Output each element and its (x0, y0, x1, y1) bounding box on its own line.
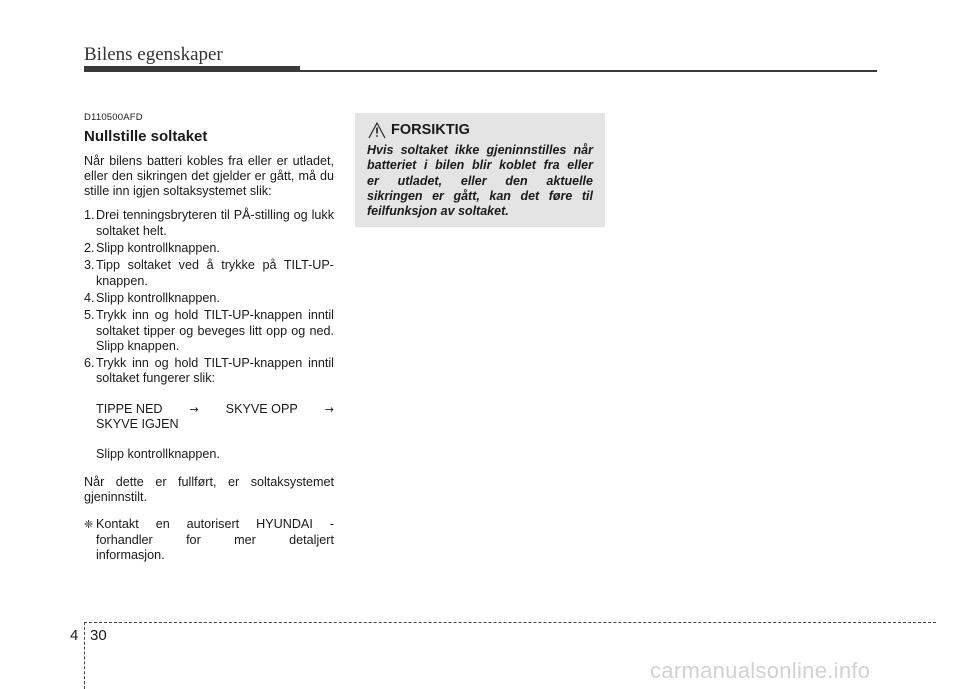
dealer-note (84, 517, 334, 563)
step-text: Trykk inn og hold TILT-UP-knappen inntil soltaket tipper og beveges litt opp og ned. Slipp knappen. (96, 308, 334, 353)
list-item (84, 308, 334, 354)
caution-title: FORSIKTIG (391, 122, 470, 138)
warning-icon (367, 121, 387, 139)
arrow-right-icon: → (189, 402, 199, 416)
header-bar (84, 66, 300, 72)
list-item (84, 356, 334, 387)
note-word: forhandler (96, 532, 153, 547)
step-number: 6. (84, 356, 95, 371)
note-word: mer (234, 532, 256, 547)
step-number: 2. (84, 241, 95, 256)
footer-divider (84, 622, 85, 689)
section-code: D110500AFD (84, 112, 143, 123)
note-word: detaljert (289, 532, 334, 547)
left-column (84, 110, 334, 563)
sequence-step-tilt-down: TIPPE NED (96, 401, 163, 416)
note-word: - (329, 517, 334, 532)
step-number: 5. (84, 308, 95, 323)
step-number: 3. (84, 258, 95, 273)
caution-line: batteriet i bilen blir koblet fra eller (367, 158, 593, 173)
list-item (84, 208, 334, 239)
list-item (84, 291, 334, 306)
release-instruction: Slipp kontrollknappen. (96, 447, 220, 462)
note-word: HYUNDAI (256, 517, 313, 532)
step-number: 1. (84, 208, 95, 223)
caution-line: feilfunksjon av soltaket. (367, 204, 509, 219)
step-text: Slipp kontrollknappen. (96, 241, 220, 256)
operation-sequence (96, 402, 334, 433)
caution-text (367, 143, 593, 219)
chapter-number: 4 (70, 627, 79, 644)
step-text: Drei tenningsbryteren til PÅ-stilling og lukk soltaket helt. (96, 208, 334, 238)
note-word: Kontakt (96, 517, 139, 532)
sequence-step-slide-close: SKYVE IGJEN (96, 417, 179, 432)
step-number: 4. (84, 290, 95, 305)
caution-line: Hvis soltaket ikke gjeninnstilles når (367, 143, 593, 157)
watermark: carmanualsonline.info (650, 658, 871, 683)
note-symbol-icon: ❈ (84, 518, 94, 532)
note-word: informasjon. (96, 547, 165, 562)
caution-box (355, 113, 605, 227)
list-item (84, 241, 334, 256)
completion-paragraph: Når dette er fullført, er soltaksystemet gjeninnstilt. (84, 474, 334, 504)
footer-rule (84, 622, 936, 623)
section-heading: Nullstille soltaket (84, 128, 208, 146)
note-word: for (186, 532, 201, 547)
caution-line: sikringen er gått, kan det føre til (367, 188, 593, 203)
sequence-step-slide-open: SKYVE OPP (225, 401, 298, 416)
note-word: autorisert (186, 517, 240, 532)
arrow-right-icon: → (324, 402, 334, 416)
note-word: en (155, 517, 170, 532)
step-text: Slipp kontrollknappen. (96, 290, 220, 305)
steps-list (84, 208, 334, 386)
step-text: Tipp soltaket ved å trykke på TILT-UP-knappen. (96, 258, 334, 288)
step-text: Trykk inn og hold TILT-UP-knappen inntil soltaket fungerer slik: (96, 356, 334, 386)
list-item (84, 258, 334, 289)
page-number: 30 (90, 627, 107, 644)
intro-paragraph: Når bilens batteri kobles fra eller er utladet, eller den sikringen det gjelder er gått, må du stille inn igjen soltaksystemet slik: (84, 153, 334, 199)
caution-line: er utladet, eller den aktuelle (367, 173, 593, 188)
header-rule (300, 70, 877, 72)
page-header-title: Bilens egenskaper (84, 44, 223, 65)
